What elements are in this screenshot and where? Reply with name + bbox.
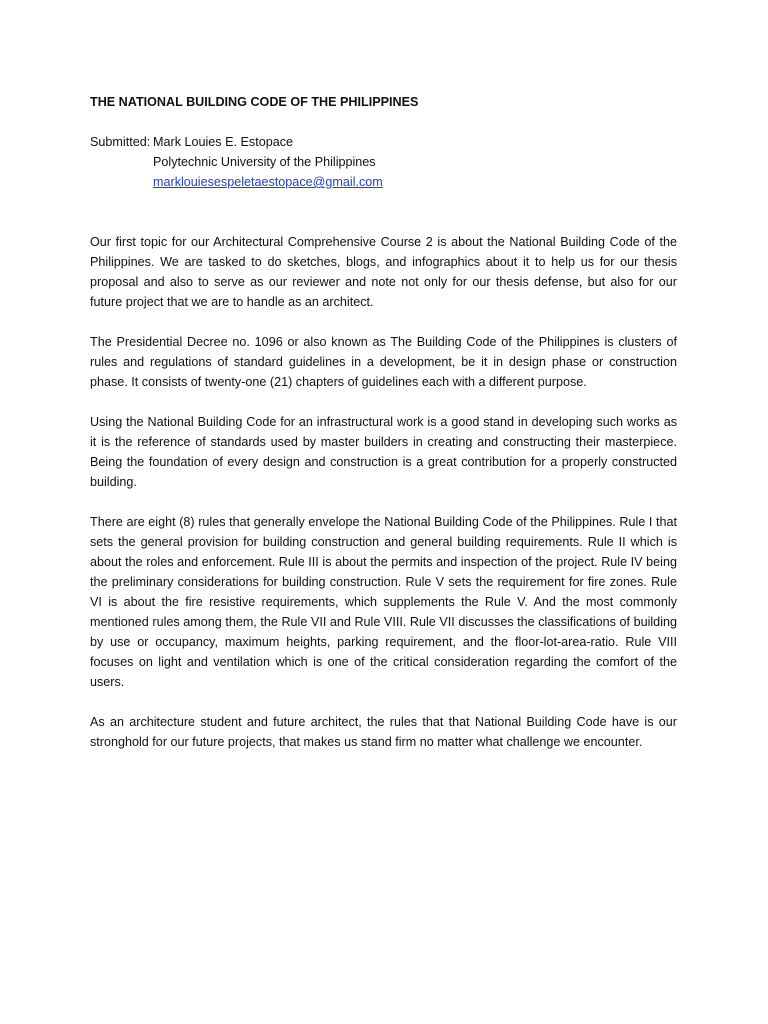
submitted-label: Submitted:	[90, 135, 151, 149]
paragraph-rules: There are eight (8) rules that generally envelope the National Building Code of the Philippines. Rule I that sets the general provision for building construction and general building requirements. Rule II which is about the roles and enforcement. Rule III is about the permits and inspection of the project. Rule IV being the preliminary considerations for building construction. Rule V sets the requirement for fire zones. Rule VI is about the fire resistive requirements, which supplements the Rule V. And the most commonly mentioned rules among them, the Rule VII and Rule VIII. Rule VII discusses the classifications of building by use or occupancy, maximum heights, parking requirement, and the floor-lot-area-ratio. Rule VIII focuses on light and ventilation which is one of the critical consideration regarding the comfort of the users.	[90, 515, 677, 689]
document-title: THE NATIONAL BUILDING CODE OF THE PHILIPPINES	[90, 95, 419, 109]
paragraph-conclusion: As an architecture student and future architect, the rules that that National Building Code have is our stronghold for our future projects, that makes us stand firm no matter what challenge we encounter.	[90, 715, 677, 749]
document-page	[90, 92, 677, 752]
paragraph-usage: Using the National Building Code for an infrastructural work is a good stand in developing such works as it is the reference of standards used by master builders in creating and constructing their masterpiece. Being the foundation of every design and construction is a great contribution for a properly constructed building.	[90, 415, 677, 489]
submission-block	[90, 132, 677, 192]
paragraph-decree: The Presidential Decree no. 1096 or also known as The Building Code of the Philippines is clusters of rules and regulations of standard guidelines in a development, be it in design phase or construction phase. It consists of twenty-one (21) chapters of guidelines each with a different purpose.	[90, 335, 677, 389]
paragraph-intro: Our first topic for our Architectural Comprehensive Course 2 is about the National Building Code of the Philippines. We are tasked to do sketches, blogs, and infographics about it to help us for our thesis proposal and also to serve as our reviewer and note not only for our thesis defense, but also for our future project that we are to handle as an architect.	[90, 235, 677, 309]
author-name: Mark Louies E. Estopace	[153, 135, 294, 149]
email-link[interactable]: marklouiesespeletaestopace@gmail.com	[153, 175, 383, 189]
institution-name: Polytechnic University of the Philippines	[153, 155, 376, 169]
